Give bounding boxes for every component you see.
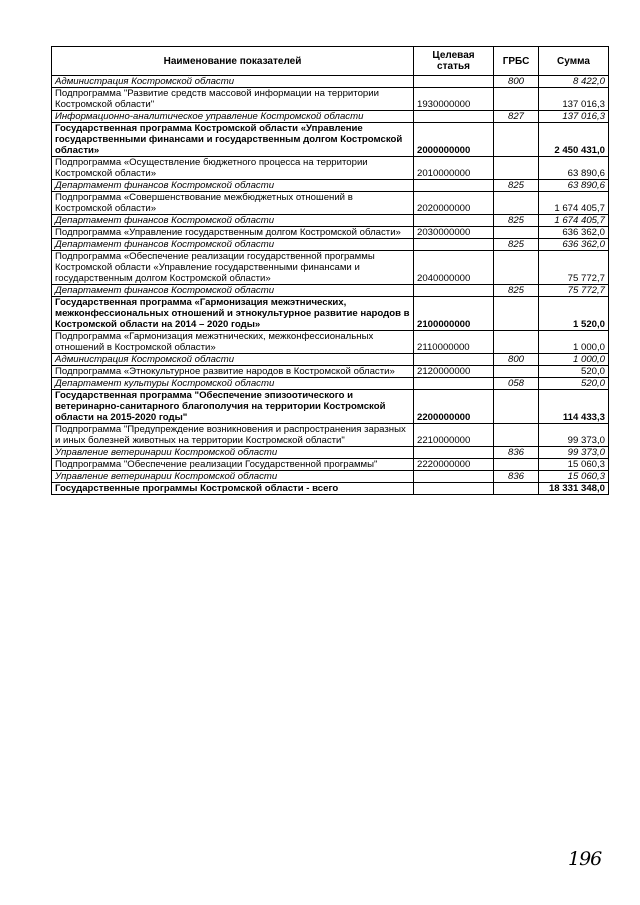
table-body [52,76,609,495]
table-row [52,366,609,378]
row-sum: 520,0 [539,378,609,390]
row-sum: 114 433,3 [539,390,609,424]
row-code: 2210000000 [414,424,494,447]
row-grbs [494,366,539,378]
row-grbs [494,459,539,471]
row-code: 2040000000 [414,251,494,285]
row-grbs: 825 [494,180,539,192]
row-sum: 99 373,0 [539,424,609,447]
row-name: Подпрограмма «Этнокультурное развитие народов в Костромской области» [52,366,414,378]
table-row [52,424,609,447]
row-grbs [494,192,539,215]
row-name: Департамент культуры Костромской области [52,378,414,390]
row-sum: 2 450 431,0 [539,123,609,157]
row-grbs [494,157,539,180]
row-name: Департамент финансов Костромской области [52,285,414,297]
row-grbs [494,297,539,331]
row-sum: 63 890,6 [539,180,609,192]
row-name: Подпрограмма "Обеспечение реализации Государственной программы" [52,459,414,471]
row-code [414,76,494,88]
row-grbs: 825 [494,285,539,297]
row-code [414,354,494,366]
row-sum: 1 520,0 [539,297,609,331]
row-name: Департамент финансов Костромской области [52,239,414,251]
table-row [52,227,609,239]
table-row [52,483,609,495]
row-grbs [494,424,539,447]
row-sum: 1 000,0 [539,354,609,366]
row-code: 2000000000 [414,123,494,157]
row-code: 2020000000 [414,192,494,215]
row-sum: 15 060,3 [539,459,609,471]
row-grbs: 800 [494,76,539,88]
row-name: Подпрограмма "Развитие средств массовой информации на территории Костромской области" [52,88,414,111]
row-sum: 636 362,0 [539,227,609,239]
row-grbs: 825 [494,239,539,251]
row-code: 2200000000 [414,390,494,424]
row-grbs: 058 [494,378,539,390]
budget-table [51,46,609,495]
row-sum: 1 674 405,7 [539,215,609,227]
row-sum: 137 016,3 [539,88,609,111]
row-name: Подпрограмма "Предупреждение возникновения и распространения заразных и иных болезней животных на территории Костромской области" [52,424,414,447]
row-grbs [494,251,539,285]
header-code: Целевая статья [414,47,494,76]
row-name: Подпрограмма «Обеспечение реализации государственной программы Костромской области «Управление государственными финансами и государственным долгом Костромской области» [52,251,414,285]
row-sum: 75 772,7 [539,285,609,297]
row-sum: 63 890,6 [539,157,609,180]
table-row [52,378,609,390]
row-grbs: 800 [494,354,539,366]
table-row [52,285,609,297]
table-row [52,297,609,331]
row-grbs: 836 [494,447,539,459]
row-code [414,111,494,123]
table-row [52,123,609,157]
header-sum: Сумма [539,47,609,76]
row-sum: 520,0 [539,366,609,378]
row-grbs [494,123,539,157]
table-row [52,111,609,123]
row-code [414,285,494,297]
row-grbs [494,390,539,424]
row-name: Государственные программы Костромской области - всего [52,483,414,495]
table-row [52,180,609,192]
table-row [52,157,609,180]
row-name: Подпрограмма «Гармонизация межэтнических, межконфессиональных отношений в Костромской области» [52,331,414,354]
row-sum: 8 422,0 [539,76,609,88]
row-code [414,215,494,227]
row-grbs [494,331,539,354]
row-name: Департамент финансов Костромской области [52,180,414,192]
row-code: 2220000000 [414,459,494,471]
row-name: Управление ветеринарии Костромской области [52,447,414,459]
row-code [414,483,494,495]
table-row [52,354,609,366]
table-header-row [52,47,609,76]
row-name: Администрация Костромской области [52,354,414,366]
table-row [52,76,609,88]
row-sum: 636 362,0 [539,239,609,251]
row-sum: 75 772,7 [539,251,609,285]
row-code: 2110000000 [414,331,494,354]
row-code [414,471,494,483]
table-row [52,471,609,483]
row-name: Администрация Костромской области [52,76,414,88]
row-name: Государственная программа Костромской области «Управление государственными финансами и государственным долгом Костромской области» [52,123,414,157]
row-grbs: 836 [494,471,539,483]
row-code: 2100000000 [414,297,494,331]
header-name: Наименование показателей [52,47,414,76]
table-row [52,331,609,354]
table-row [52,239,609,251]
row-sum: 18 331 348,0 [539,483,609,495]
row-code: 2120000000 [414,366,494,378]
table-row [52,447,609,459]
table-row [52,192,609,215]
page-number: 196 [568,848,602,870]
row-sum: 15 060,3 [539,471,609,483]
table-row [52,88,609,111]
row-code [414,378,494,390]
row-grbs: 825 [494,215,539,227]
row-sum: 99 373,0 [539,447,609,459]
row-name: Подпрограмма «Совершенствование межбюджетных отношений в Костромской области» [52,192,414,215]
row-grbs [494,88,539,111]
row-name: Департамент финансов Костромской области [52,215,414,227]
row-name: Управление ветеринарии Костромской области [52,471,414,483]
table-row [52,251,609,285]
row-sum: 137 016,3 [539,111,609,123]
table-row [52,215,609,227]
row-name: Государственная программа "Обеспечение эпизоотического и ветеринарно-санитарного благополучия на территории Костромской области на 2015-2020 годы" [52,390,414,424]
row-code: 2010000000 [414,157,494,180]
table-row [52,459,609,471]
row-grbs [494,227,539,239]
row-name: Государственная программа «Гармонизация межэтнических, межконфессиональных отношений и этнокультурное развитие народов в Костромской области на 2014 – 2020 годы» [52,297,414,331]
row-name: Подпрограмма «Управление государственным долгом Костромской области» [52,227,414,239]
row-code [414,239,494,251]
row-code [414,180,494,192]
row-sum: 1 674 405,7 [539,192,609,215]
row-grbs: 827 [494,111,539,123]
row-grbs [494,483,539,495]
row-code: 1930000000 [414,88,494,111]
row-code [414,447,494,459]
row-name: Подпрограмма «Осуществление бюджетного процесса на территории Костромской области» [52,157,414,180]
row-sum: 1 000,0 [539,331,609,354]
row-name: Информационно-аналитическое управление Костромской области [52,111,414,123]
table-row [52,390,609,424]
header-grbs: ГРБС [494,47,539,76]
row-code: 2030000000 [414,227,494,239]
